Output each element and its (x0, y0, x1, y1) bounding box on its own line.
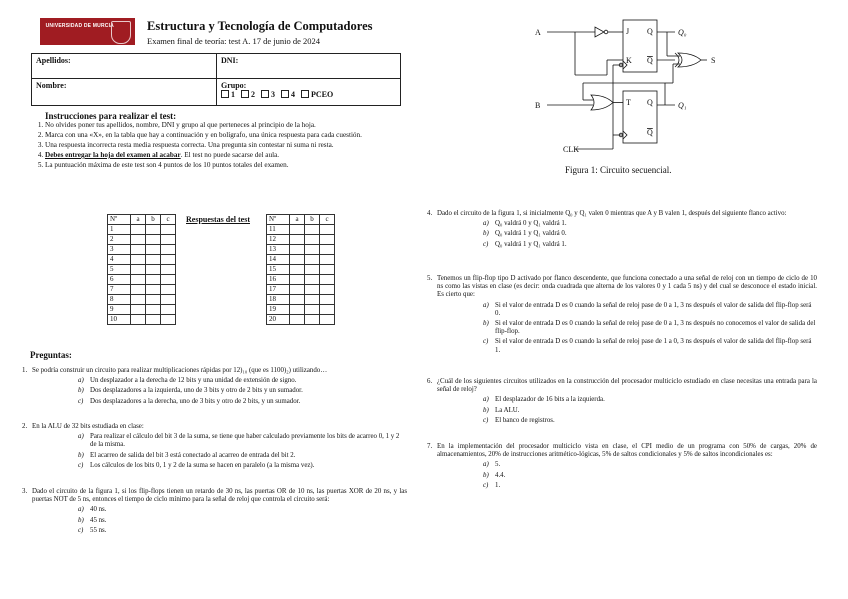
answer-header-cell: Nº (108, 215, 131, 225)
or-gate-icon (591, 95, 613, 110)
option-text: 55 ns. (90, 526, 107, 534)
answer-cell-b[interactable] (146, 305, 161, 315)
question-6 (427, 378, 817, 425)
answer-cell-a[interactable] (290, 265, 305, 275)
option-letter: c) (78, 526, 84, 534)
answer-option[interactable] (32, 506, 407, 514)
question-number: 6. (427, 378, 433, 385)
instruction-item: 5. La puntuación máxima de este test son 4 puntos de los 10 puntos totales del examen. (45, 160, 415, 170)
option-letter: c) (78, 461, 84, 469)
answer-row (267, 255, 335, 265)
option-letter: c) (483, 416, 489, 424)
answer-cell-c[interactable] (161, 305, 176, 315)
answer-cell-a[interactable] (131, 295, 146, 305)
checkbox-icon[interactable] (281, 90, 289, 98)
answer-cell-a[interactable] (131, 285, 146, 295)
answer-cell-c[interactable] (320, 225, 335, 235)
answer-cell-b[interactable] (146, 275, 161, 285)
grupo-label: Grupo: (221, 81, 247, 90)
answer-row (267, 265, 335, 275)
question-number-cell: 10 (108, 315, 131, 325)
answer-cell-b[interactable] (305, 275, 320, 285)
question-number-cell: 15 (267, 265, 290, 275)
option-text: Los cálculos de los bits 0, 1 y 2 de la suma se hacen en paralelo (a la misma vez). (90, 461, 315, 469)
question-number-cell: 1 (108, 225, 131, 235)
answer-row (108, 245, 176, 255)
question-5 (427, 275, 817, 355)
option-text: 5. (495, 461, 501, 469)
answer-row (267, 245, 335, 255)
answer-cell-a[interactable] (290, 285, 305, 295)
answer-cell-c[interactable] (320, 315, 335, 325)
answer-cell-b[interactable] (146, 285, 161, 295)
answer-cell-b[interactable] (305, 235, 320, 245)
answer-cell-b[interactable] (146, 245, 161, 255)
question-stem: Tenemos un flip-flop tipo D activado por flanco descendente, que funciona conectado a una señal de reloj con un tiempo de ciclo de 10 ns como las vistas en clase (es decir: onda cuadrada que alterna de los valores 0 y 1 cada 5 ns) y del cual se desconoce el estado inicial. Es cierto que: (437, 275, 817, 299)
label-q-jk: Q (647, 27, 653, 36)
question-number: 5. (427, 275, 433, 282)
answer-cell-a[interactable] (290, 255, 305, 265)
answer-cell-a[interactable] (290, 305, 305, 315)
option-text: 4.4. (495, 471, 506, 479)
answer-cell-a[interactable] (131, 225, 146, 235)
option-text: Si el valor de entrada D es 0 cuando la señal de reloj pase de 0 a 1, 3 ns después el valor de salida del flip-flop será 0. (495, 301, 812, 317)
not-gate-icon (595, 27, 604, 37)
sequential-circuit-figure (525, 15, 725, 163)
option-text: Si el valor de entrada D es 0 cuando la señal de reloj pase de 0 a 1, 3 ns después no conocemos el valor de salida del flip-flop. (495, 320, 816, 336)
group-options (221, 90, 396, 99)
answer-cell-b[interactable] (305, 315, 320, 325)
group-option-4[interactable]: 4 (281, 90, 295, 99)
answer-row (108, 265, 176, 275)
question-stem: En la ALU de 32 bits estudiada en clase: (32, 423, 144, 430)
answer-cell-c[interactable] (320, 305, 335, 315)
option-letter: b) (78, 387, 84, 395)
option-text: 45 ns. (90, 516, 107, 524)
answer-row (267, 225, 335, 235)
answer-option[interactable] (32, 527, 407, 535)
answer-option[interactable] (32, 377, 407, 385)
question-number: 2. (22, 423, 28, 430)
answer-cell-c[interactable] (320, 295, 335, 305)
question-4 (427, 210, 817, 249)
answer-header-row (267, 215, 335, 225)
answer-row (267, 295, 335, 305)
answer-row (108, 285, 176, 295)
question-number-cell: 14 (267, 255, 290, 265)
checkbox-icon[interactable] (221, 90, 229, 98)
answer-option[interactable] (437, 230, 817, 238)
option-letter: a) (483, 220, 489, 228)
answer-cell-c[interactable] (161, 235, 176, 245)
answer-cell-c[interactable] (161, 295, 176, 305)
option-letter: a) (483, 301, 489, 309)
option-letter: b) (483, 230, 489, 238)
student-info-table (31, 53, 401, 106)
answer-cell-c[interactable] (320, 275, 335, 285)
group-option-pceo[interactable]: PCEO (301, 90, 333, 99)
answer-cell-a[interactable] (290, 245, 305, 255)
option-text: El banco de registros. (495, 416, 555, 424)
answer-row (267, 315, 335, 325)
answer-cell-b[interactable] (146, 295, 161, 305)
answer-cell-b[interactable] (146, 225, 161, 235)
question-number-cell: 6 (108, 275, 131, 285)
grupo-field (217, 79, 401, 106)
question-number-cell: 16 (267, 275, 290, 285)
option-text: Q₀ valdrá 1 y Q₁ valdrá 0. (495, 230, 567, 238)
checkbox-icon[interactable] (261, 90, 269, 98)
question-number: 3. (22, 488, 28, 495)
answer-cell-c[interactable] (161, 315, 176, 325)
answer-cell-c[interactable] (161, 275, 176, 285)
label-a: A (535, 28, 541, 37)
answer-option[interactable] (437, 338, 817, 354)
option-letter: c) (483, 481, 489, 489)
answer-table-left (107, 214, 176, 325)
answer-header-cell: c (320, 215, 335, 225)
question-number-cell: 11 (267, 225, 290, 235)
answer-row (108, 295, 176, 305)
label-q-t: Q (647, 98, 653, 107)
instruction-item: 2. Marca con una «X», en la tabla que hay a continuación y en bolígrafo, una única respuesta para cada cuestión. (45, 130, 415, 140)
question-number-cell: 8 (108, 295, 131, 305)
answer-cell-a[interactable] (131, 315, 146, 325)
question-stem: Dado el circuito de la figura 1, si los flip-flops tienen un retardo de 30 ns, las puertas OR de 10 ns, las puertas XOR de 20 ns, y las puertas NOT de 5 ns, entonces el tiempo de ciclo mínimo para la señal de reloj que controla el circuito será: (32, 488, 407, 504)
option-text: 1. (495, 481, 501, 489)
option-text: La ALU. (495, 406, 520, 414)
answer-cell-a[interactable] (290, 295, 305, 305)
answer-option[interactable] (437, 241, 817, 249)
option-text: 40 ns. (90, 506, 107, 514)
answer-option[interactable] (437, 407, 817, 415)
question-1 (22, 367, 407, 406)
answer-header-row (108, 215, 176, 225)
answer-cell-a[interactable] (290, 225, 305, 235)
answer-option[interactable] (32, 462, 407, 470)
option-letter: b) (483, 406, 489, 414)
answer-cell-c[interactable] (161, 245, 176, 255)
questions-heading: Preguntas: (30, 350, 72, 360)
answer-cell-c[interactable] (320, 235, 335, 245)
option-text: Dos desplazadores a la izquierda, uno de 3 bits y otro de 2 bits y un sumador. (90, 387, 303, 395)
university-logo (40, 18, 135, 45)
label-t: T (626, 98, 631, 107)
option-text: El acarreo de salida del bit 3 está conectado al acarreo de entrada del bit 2. (90, 451, 296, 459)
question-number-cell: 12 (267, 235, 290, 245)
answer-cell-b[interactable] (305, 225, 320, 235)
answer-option[interactable] (32, 387, 407, 395)
question-number: 1. (22, 367, 28, 374)
option-letter: b) (78, 516, 84, 524)
answer-option[interactable] (32, 452, 407, 460)
answer-row (108, 305, 176, 315)
answer-option[interactable] (32, 517, 407, 525)
answer-row (267, 235, 335, 245)
answer-cell-b[interactable] (146, 255, 161, 265)
answer-cell-b[interactable] (305, 285, 320, 295)
answer-header-cell: Nº (267, 215, 290, 225)
answer-table-title: Respuestas del test (186, 215, 250, 224)
answer-cell-a[interactable] (290, 315, 305, 325)
answer-option[interactable] (32, 398, 407, 406)
option-letter: c) (483, 338, 489, 346)
nombre-field[interactable]: Nombre: (32, 79, 217, 106)
option-letter: b) (483, 471, 489, 479)
answer-row (267, 305, 335, 315)
answer-row (267, 275, 335, 285)
label-b: B (535, 101, 541, 110)
question-number-cell: 18 (267, 295, 290, 305)
answer-option[interactable] (437, 461, 817, 469)
instructions-heading: Instrucciones para realizar el test: (45, 111, 177, 121)
question-stem: ¿Cuál de los siguientes circuitos utilizados en la construcción del procesador multiciclo estudiado en clase necesitas una entrada para la señal de reloj? (437, 378, 817, 394)
answer-cell-b[interactable] (146, 235, 161, 245)
answer-cell-c[interactable] (161, 225, 176, 235)
answer-option[interactable] (437, 302, 817, 318)
instruction-item: 1. No olvides poner tus apellidos, nombre, DNI y grupo al que perteneces al principio de la hoja. (45, 120, 415, 130)
logo-text: UNIVERSIDAD DE MURCIA (45, 23, 114, 29)
exam-title: Estructura y Tecnología de Computadores (147, 19, 373, 33)
group-option-3[interactable]: 3 (261, 90, 275, 99)
exam-subtitle: Examen final de teoría: test A. 17 de junio de 2024 (147, 36, 321, 46)
answer-cell-a[interactable] (290, 275, 305, 285)
answer-cell-a[interactable] (290, 235, 305, 245)
question-number-cell: 4 (108, 255, 131, 265)
question-number-cell: 2 (108, 235, 131, 245)
crest-icon (111, 21, 131, 44)
checkbox-icon[interactable] (241, 90, 249, 98)
option-text: Un desplazador a la derecha de 12 bits y una unidad de extensión de signo. (90, 377, 297, 385)
answer-option[interactable] (437, 482, 817, 490)
question-number-cell: 19 (267, 305, 290, 315)
answer-row (108, 315, 176, 325)
option-text: Q₀ valdrá 0 y Q₁ valdrá 1. (495, 220, 567, 228)
question-number: 4. (427, 210, 433, 217)
question-number-cell: 13 (267, 245, 290, 255)
answer-cell-c[interactable] (161, 265, 176, 275)
answer-option[interactable] (437, 220, 817, 228)
figure-caption: Figura 1: Circuito secuencial. (565, 165, 672, 175)
answer-row (108, 255, 176, 265)
label-k: K (626, 56, 632, 65)
answer-cell-c[interactable] (320, 265, 335, 275)
label-qbar-t: Q (647, 128, 653, 137)
question-number: 7. (427, 443, 433, 450)
answer-row (108, 235, 176, 245)
label-j: J (626, 27, 630, 36)
answer-cell-c[interactable] (320, 255, 335, 265)
answer-row (267, 285, 335, 295)
answer-cell-a[interactable] (131, 305, 146, 315)
option-letter: a) (483, 461, 489, 469)
question-number-cell: 7 (108, 285, 131, 295)
xor-gate-icon (678, 53, 701, 67)
question-2 (22, 423, 407, 470)
question-stem: En la implementación del procesador multiciclo vista en clase, el CPI medio de un programa con 50% de cargas, 20% de almacenamientos, 20% de instrucciones aritmético-lógicas, 5% de saltos condicionales y 5% de saltos incondicionales es: (437, 443, 817, 459)
answer-option[interactable] (437, 417, 817, 425)
answer-header-cell: c (161, 215, 176, 225)
label-qbar-jk: Q (647, 56, 653, 65)
answer-cell-a[interactable] (131, 275, 146, 285)
option-letter: a) (78, 377, 84, 385)
answer-cell-b[interactable] (146, 315, 161, 325)
answer-cell-a[interactable] (131, 255, 146, 265)
answer-cell-a[interactable] (131, 265, 146, 275)
answer-option[interactable] (437, 472, 817, 480)
label-s: S (711, 56, 716, 65)
option-letter: b) (78, 451, 84, 459)
question-number-cell: 20 (267, 315, 290, 325)
answer-row (108, 275, 176, 285)
answer-option[interactable] (32, 433, 407, 449)
instruction-item: 4. Debes entregar la hoja del examen al acabar. El test no puede sacarse del aula. (45, 150, 415, 160)
option-letter: a) (483, 396, 489, 404)
answer-row (108, 225, 176, 235)
option-text: Dos desplazadores a la derecha, uno de 3 bits y otro de 2 bits, y un sumador. (90, 397, 301, 405)
option-letter: c) (483, 240, 489, 248)
answer-cell-b[interactable] (305, 305, 320, 315)
group-option-1[interactable]: 1 (221, 90, 235, 99)
question-number-cell: 3 (108, 245, 131, 255)
label-q1: Q₁ (678, 101, 687, 110)
checkbox-icon[interactable] (301, 90, 309, 98)
question-number-cell: 17 (267, 285, 290, 295)
answer-option[interactable] (437, 396, 817, 404)
answer-cell-b[interactable] (305, 255, 320, 265)
option-letter: c) (78, 397, 84, 405)
answer-cell-b[interactable] (305, 265, 320, 275)
answer-header-cell: b (146, 215, 161, 225)
question-stem: Dado el circuito de la figura 1, si inicialmente Q₀ y Q₁ valen 0 mientras que A y B valen 1, después del siguiente flanco activo: (437, 210, 787, 217)
answer-header-cell: a (290, 215, 305, 225)
question-number-cell: 9 (108, 305, 131, 315)
label-clk: CLK (563, 145, 579, 154)
answer-table-right (266, 214, 335, 325)
apellidos-field[interactable]: Apellidos: (32, 54, 217, 79)
option-letter: a) (78, 433, 84, 441)
answer-cell-a[interactable] (131, 235, 146, 245)
answer-cell-b[interactable] (305, 295, 320, 305)
answer-header-cell: a (131, 215, 146, 225)
dni-field[interactable]: DNI: (217, 54, 401, 79)
label-q0: Q₀ (678, 28, 687, 37)
instruction-item: 3. Una respuesta incorrecta resta media respuesta correcta. Una pregunta sin contestar ni suma ni resta. (45, 140, 415, 150)
answer-option[interactable] (437, 320, 817, 336)
question-7 (427, 443, 817, 490)
group-option-2[interactable]: 2 (241, 90, 255, 99)
answer-header-cell: b (305, 215, 320, 225)
option-letter: b) (483, 320, 489, 328)
answer-cell-c[interactable] (320, 245, 335, 255)
instructions-list (30, 120, 415, 170)
answer-cell-b[interactable] (305, 245, 320, 255)
question-3 (22, 488, 407, 535)
option-text: Para realizar el cálculo del bit 3 de la suma, se tiene que haber calculado previamente los bits de acarreo 0, 1 y 2 de la misma. (90, 433, 400, 449)
answer-cell-b[interactable] (146, 265, 161, 275)
answer-cell-c[interactable] (320, 285, 335, 295)
answer-cell-c[interactable] (161, 255, 176, 265)
option-text: Si el valor de entrada D es 0 cuando la señal de reloj pase de 1 a 0, 3 ns después el valor de salida del flip-flop será 1. (495, 338, 812, 354)
question-number-cell: 5 (108, 265, 131, 275)
answer-cell-a[interactable] (131, 245, 146, 255)
answer-cell-c[interactable] (161, 285, 176, 295)
option-letter: a) (78, 506, 84, 514)
option-text: El desplazador de 16 bits a la izquierda. (495, 396, 605, 404)
question-stem: Se podría construir un circuito para realizar multiplicaciones rápidas por 12)₁₀ (que es 1100)₂) utilizando… (32, 367, 328, 374)
option-text: Q₀ valdrá 1 y Q₁ valdrá 1. (495, 240, 567, 248)
